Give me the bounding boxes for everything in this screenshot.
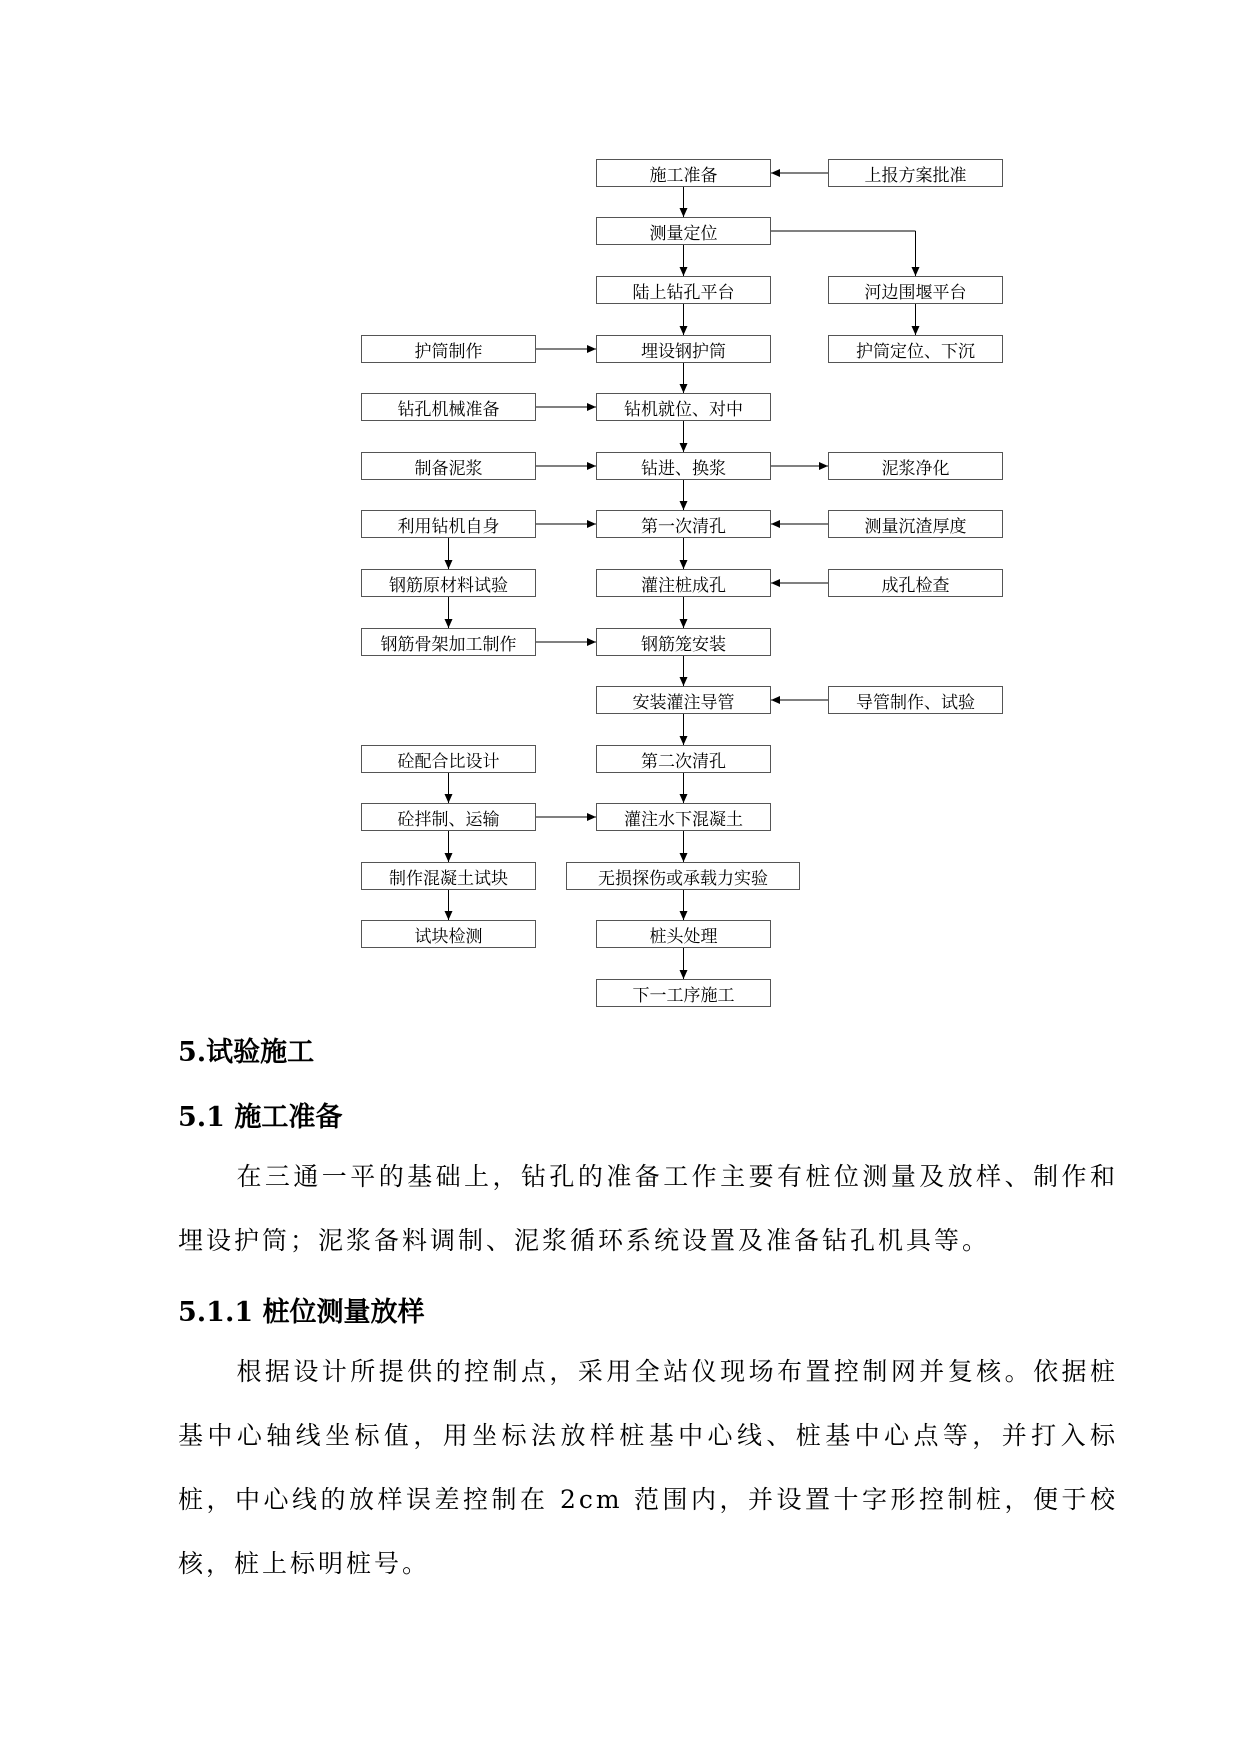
right-step-3: 护筒定位、下沉 [828, 335, 1003, 363]
main-step-6: 钻进、换浆 [596, 452, 771, 480]
main-step-3: 陆上钻孔平台 [596, 276, 771, 304]
left-step-2: 钻孔机械准备 [361, 393, 536, 421]
main-step-13: 无损探伤或承载力实验 [566, 862, 800, 890]
paragraph-5-1-text: 在三通一平的基础上，钻孔的准备工作主要有桩位测量及放样、制作和埋设护筒；泥浆备料调制、泥浆循环系统设置及准备钻孔机具等。 [178, 1162, 1118, 1255]
paragraph-5-1-1-text: 根据设计所提供的控制点，采用全站仪现场布置控制网并复核。依据桩基中心轴线坐标值，用坐标法放样桩基中心线、桩基中心点等，并打入标桩，中心线的放样误差控制在 2cm 范围内，并设置十字形控制桩，便于校核，桩上标明桩号。 [178, 1357, 1118, 1578]
main-step-15: 下一工序施工 [596, 979, 771, 1007]
left-step-1: 护筒制作 [361, 335, 536, 363]
left-step-3: 制备泥浆 [361, 452, 536, 480]
main-step-8: 灌注桩成孔 [596, 569, 771, 597]
main-step-14: 桩头处理 [596, 920, 771, 948]
left-step-9: 制作混凝土试块 [361, 862, 536, 890]
subsection-heading-5-1-1: 5.1.1 桩位测量放样 [178, 1297, 425, 1328]
right-step-6: 成孔检查 [828, 569, 1003, 597]
right-step-5: 测量沉渣厚度 [828, 510, 1003, 538]
main-step-9: 钢筋笼安装 [596, 628, 771, 656]
main-step-12: 灌注水下混凝土 [596, 803, 771, 831]
left-step-7: 砼配合比设计 [361, 745, 536, 773]
main-step-1: 施工准备 [596, 159, 771, 187]
main-step-10: 安装灌注导管 [596, 686, 771, 714]
main-step-5: 钻机就位、对中 [596, 393, 771, 421]
left-step-5: 钢筋原材料试验 [361, 569, 536, 597]
subsection-heading-5-1: 5.1 施工准备 [178, 1102, 343, 1133]
main-step-2: 测量定位 [596, 217, 771, 245]
left-step-8: 砼拌制、运输 [361, 803, 536, 831]
main-step-7: 第一次清孔 [596, 510, 771, 538]
section-heading: 5.试验施工 [178, 1037, 315, 1068]
paragraph-5-1-1 [178, 1340, 1118, 1596]
left-step-10: 试块检测 [361, 920, 536, 948]
left-step-4: 利用钻机自身 [361, 510, 536, 538]
right-step-2: 河边围堰平台 [828, 276, 1003, 304]
main-step-11: 第二次清孔 [596, 745, 771, 773]
main-step-4: 埋设钢护筒 [596, 335, 771, 363]
right-step-1: 上报方案批准 [828, 159, 1003, 187]
left-step-6: 钢筋骨架加工制作 [361, 628, 536, 656]
paragraph-5-1 [178, 1145, 1118, 1273]
right-step-4: 泥浆净化 [828, 452, 1003, 480]
right-step-7: 导管制作、试验 [828, 686, 1003, 714]
